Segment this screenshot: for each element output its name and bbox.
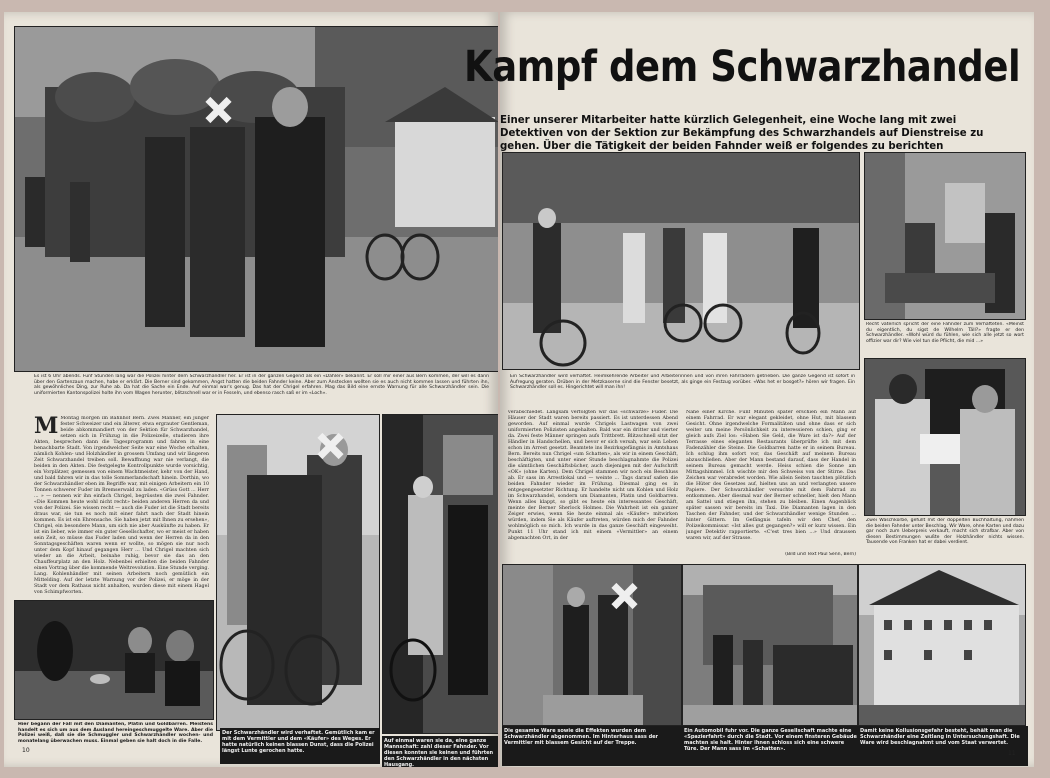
drop-cap: M [34, 416, 59, 439]
photo-office-interrogation [864, 152, 1026, 320]
photo-doorway-arrest [382, 414, 498, 734]
caption-bottom-2: Ein Automobil fuhr vor. Die ganze Gesellschaft machte eine «Spazierfahrt» durch die Stadt. Vor einem finsteren Gebäude machten sie halt. Hinter ihnen schloss sich eine schwere Türe. Der Mann sass im «Schatten». [682, 726, 860, 766]
photo-prison-building [858, 564, 1026, 726]
photo-hinterhaus [502, 564, 682, 726]
caption-window: Zwei Waschkörbe, gefüllt mit der doppelten Buchhaltung, nahmen die beiden Fahnder unter Beschlag. Wir Ware, ohne Karten und dazu gar noch zum Ueberpreis verkauft, macht sich strafbar. Aber von diesen Bestimmungen wußte der Holzhändler nichts wissen. Tausende von Franken hat er dabei verdient. [866, 518, 1024, 546]
article-column-2: Nähe einer Kirche. Fünf Minuten später erschien ein Mann auf einem Fahrrad. Er war elegant gekleidet, ohne Hut, mit blassem Gesicht. Ohne irgendwelche Formalitäten und ohne dass er sich weiter um meine Persönlichkeit zu interessieren schien, ging er gleich aufs Ziel los: «Haben Sie Geld, die Ware ist da?» Auf der Terrasse eines eleganten Restaurants überprüfte ich mit dem Fadenzähler die Steine. Die Goldbarren hatte er in seinem Bureau. Ich schlug ihm sofort vor, das Geschäft auf meinem Bureau abzuschließen. Aber der Mann bestand darauf, dass der Handel in seinem Bureau gemacht werde. Heiss schien die Sonne am Mittagshimmel. Ich wischte mir den Schweiss von der Stirne. Das Zeichen war verabredet worden. Wie allein Seiten tauchten plötzlich die Hüter des Gesetzes auf, hielten uns an und verlangten unsere Papiere. Der Schwarzhändler versuchte mit dem Fahrrad zu entkommen. Aber diesmal war der Berner schneller, hielt den Mann am Sattel und stiegen ihn, stehen zu bleiben. Einen Augenblick später sassen wir bereits im Taxi. Die Diamanten lagen in den Taschen der Fahnder, und der Schwarzhändler wenige Stunden ... hinter Gittern. Im Gefängnis tafeln wir den Chef, den Polizeikommissar. «Ist alles gut gegangen?» will er kurz wissen. Ein junger Detektiv rapportierte. «C'est tres bien ...» Und draussen waren wir, auf der Strasse. [686, 410, 856, 541]
photo-detective-reading [864, 358, 1026, 516]
caption-top: Es ist 6 Uhr abends. Fünf Stunden lang war die Polizei hinter dem Schwarzhändler her. Er ist in der ganzen Gegend als ein «Dahler» bekannt. Er soll mir einer aus Bern kommen, der will es dann über den Gartenzaun machen, habe er erklärt. Die Berner sind gekommen, Angst hatten die beiden Fahnder keine. Aber zum Anstecken wollten sie es auch nicht kommen lassen und führten ihn, als gewöhnliches Ding, zur Ruhe ab. Da hat die Sache ein Ende. Auf einmal war's genug. Das hat der Chrigel erfahren. Mag das Bild eine ernste Warnung für alle Schwarzhändler sein. Die uniformierten Kantonspolizei holte ihn vom Wagen herunter, blitzschnell war er in Fesseln, und ebenso rasch saß er im «Loch». [34, 374, 489, 396]
face-cross-icon [315, 431, 345, 461]
photo-restaurant-table [14, 600, 214, 720]
magazine-spread [4, 12, 1034, 767]
article-text: Montag morgen im Bahnhof Bern. Zwei Männer, ein junger fester Schweizer und ein älterer, etwa ergrauter Gentleman, beide abkommandiert von der Sektion für Schwarzhandel, setzen sich in Frühzug in die Polizeizelle, studieren ihre Akten, besprechen dann die Tagesprogramm und fahren in eine benachbarte Stadt. Von irgendwelcher Seite war eine Woche erhalten, nämlich Kohlen- und Holzhändler in grossem Umfang und wir längeren Zeit Schwarzhandel treiben soll. Bewaffnung war nie verlangt, die beiden in den Akten. Die festgelegte Kontrollpunkte wurde vorsichtig, ein Vorplätzer, gemessen von einem Wachtmeister, kehr von der Hand, und bald fahren wir in das tolle Sommerlandschaft hinein. Dorthin, wo der Schwarzhändler eben im Begriffe war, mit einigen Arbeitern ein 10 Tonnen schwerer Fuder im Bremserwald zu laden. «Grüss Gott ... Herr ... » — nennen wir ihn einfach Chrigel, begrüssten die zwei Fahnder. «Die Kommen heute wohl nicht recht» beiden anderen Herren da und von der Polizei. Sie wissen recht — auch die Fuder ist die Stadt bereits draus war, sie tun es noch mit einer fahrt nach der Stadt hinein kommen. Es ist ein Ehrensache. Sie haben jetzt mit Ihnen zu ersehen», Chrigel, ein besondere Mann, um sich nie aber Auskünfte zu haben. Er ist ein lieber, wie immer ein guter Gesellschafter, wo er meist er haben sein Zeit, so müsse das Fuder laden und wenn der Herren da in den Sonntagsgeschäften waren wenn er wollte, so mögen sie nur noch unter dem Kopf hinauf gegangen Herr ... Und Chrigel machten sich wieder an die Arbeit, beinahe ruhig, bevor sie das an den Chauffeurplatz an den Holz. Nebenbei erhielten die beiden Fahnder einen Vortrag über die kommende Weltrevolution. Eine Stunde verging. Lang. Kohlenhändler mit seinen Arbeitern noch gemütlich ein Mittelding. Auf der letzte Warnung vor der Polizei, er möge in der Stadt vor dem Rathaus nicht anhalten, wurden diese mit einem Hagel von Schimpfworten. [34, 416, 209, 594]
caption-bottom-left: Hier begann der Fall mit den Diamanten, Platin und Goldbarren. Meistens handelt es sich um aus dem Ausland hereingeschmuggelte Ware. Aber die Polizei weiß, daß sie die Schmuggler und Schwarzhändler wochen- und monatelang überwachen muss. Einmal geben sie halt doch in die Falle. [18, 722, 213, 744]
caption-bottom-3: Damit keine Kollusionsgefahr besteht, behält man die Schwarzhändler eine Zeitlang in Untersuchungshaft. Die Ware wird beschlagnahmt und vom Staat verwertet. [858, 726, 1028, 766]
photo-man-with-bicycle [216, 414, 380, 731]
face-cross-icon [203, 95, 233, 125]
photo-automobile [682, 564, 858, 726]
page-number-left: 10 [22, 747, 30, 754]
article-column-left [34, 416, 209, 594]
caption-office: Recht väterlich spricht der eine Fahnder zum Verhafteten. «Meinst du eigentlich, du sigst de Wilhelm Täll?» fragte er den Schwarzhändler. «Wohl würd du fühlen, wie sich alle jetzt so wort offizier war dir? Wie viel tun die Pflicht, die mid ...» [866, 322, 1024, 344]
photo-arrest-street [14, 26, 498, 372]
face-cross-icon [609, 581, 639, 611]
article-column-1: verabschiedet. Langsam verfolgten wir das «schwarze» Fuder. Die Häuser der Stadt waren bereits passiert. Es ist unterdessen Abend geworden. Auf einmal wurde Chrigels Lastwagen von zwei uniformierten Polizisten angehalten. Bald war ein dritter und vierter da. Zwei feste Männer springen aufs Trittbrett. Blitzschnell sitzt der Händler in Handschellen, und bevor er sich versah, war sein Leben schon im Arrest gesetzt. Beamtete ins Bezirksgefängnis in Amtshaus Bern. Bereits nun Chrigel «um Schatten», als wir in einem Geschäft, beschäftigten, und unter einer Stunde beschlagnahmte die Polizei die sämtlichen Geschäftsbücher, auch diejenigen mit der Aufschrift «OK» (ohne Karten). Dem Chrigel stammen wir noch ein Beschluss ab. Er sass im Arrestlokal und — weinte ... Tags darauf saßen die beiden Fahnder wieder im Frühzug. Diesmal ging es in entgegengesetzter Richtung. Er handelte nicht um Kohlen und Holz im Schwarzhandel, sondern um Diamanten, Platin und Goldbarren. Wenn alles klappt, so gibt es heute ein interessantes Geschäft, meinte der Berner Sherlock Holmes. Die Wahrheit ist ein ganzer Zeiger erwies, wenn Sie heute einmal als «Käufer» mitwirken würden, indem Sie als Käufer auftreten, würden mich der Fahnder wohlmöglich so mich. Ich wurde in das ganze Geschäft eingeweiht. Punkt 11 Uhr stand ich mit einem «Vermittler» an einem abgemachten Ort, in der [508, 410, 678, 541]
caption-crowd: Ein Schwarzhändler wird verhaftet. Heimkehrende Arbeiter und Arbeiterinnen und von ihren Fahrrädern getrieben. Die ganze Gegend ist sofort in Aufregung geraten. Drüben in der Metzkaserne sind die Fenster besetzt, als ginge ein Festzug vorüber. «Was het er bosget?» hören wir fragen. Ein Schwarzhändler soll es. Hingerichtet will man ihn! [510, 374, 855, 391]
headline: Kampf dem Schwarzhandel [464, 42, 1021, 92]
caption-bottom-right: Auf einmal waren sie da, eine ganze Mannschaft: zahl dieser Fahnder. Vor diesen konnten sie keinen und führten den Schwarzhändler in den nächsten Hausgang. [382, 736, 498, 767]
photo-credit: (Bild und Text Paul Senn, Bern) [785, 552, 856, 557]
intro-text: Einer unserer Mitarbeiter hatte kürzlich Gelegenheit, eine Woche lang mit zwei Detektiven von der Sektion zur Bekämpfung des Schwarzhandels auf Dienstreise zu gehen. Über die Tätigkeit der beiden Fahnder weiß er folgendes zu berichten [500, 115, 984, 152]
caption-bottom-mid: Der Schwarzhändler wird verhaftet. Gemütlich kam er mit dem Vermittler und dem «Käufer» des Weges. Er hatte natürlich keinen blassen Dunst, dass die Polizei längst Lunte gerochen hatte. [220, 728, 380, 764]
left-page [4, 12, 498, 767]
photo-crowd-with-bicycles [502, 152, 860, 370]
page-number-right: 11 [1008, 750, 1016, 757]
caption-bottom-1: Die gesamte Ware sowie die Effekten wurden dem Schwarzhändler abgenommen. Im Hinterhaus sass der Vermittler mit blassem Gesicht auf der Treppe. [502, 726, 684, 766]
